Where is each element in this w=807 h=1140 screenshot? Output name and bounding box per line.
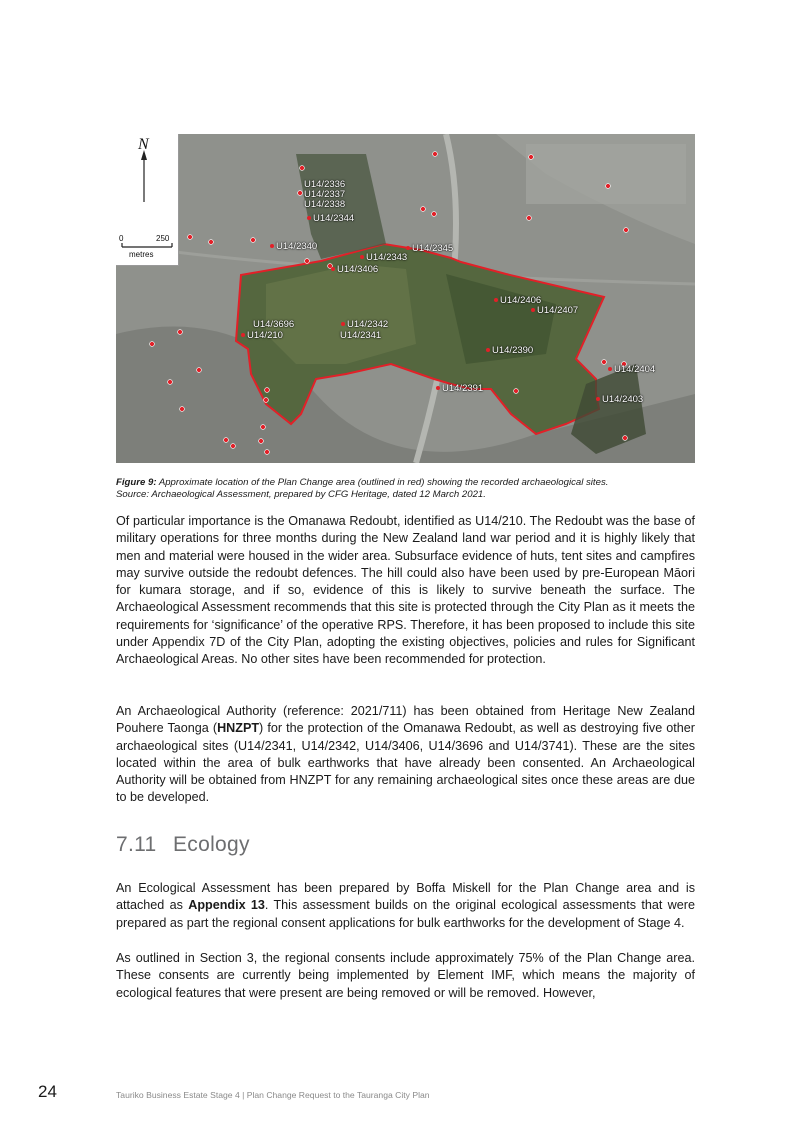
section-title: Ecology bbox=[173, 833, 250, 856]
caption-line-2: Source: Archaeological Assessment, prepared by CFG Heritage, dated 12 March 2021. bbox=[116, 489, 486, 500]
site-label: U14/2404 bbox=[608, 365, 655, 375]
page-number: 24 bbox=[38, 1082, 57, 1101]
scale-start: 0 bbox=[119, 234, 124, 243]
map-legend bbox=[116, 134, 179, 266]
aerial-photo bbox=[116, 134, 695, 463]
footer-text: Tauriko Business Estate Stage 4 | Plan Change Request to the Tauranga City Plan bbox=[116, 1090, 430, 1100]
site-label: U14/210 bbox=[241, 331, 283, 341]
site-label: U14/2406 bbox=[494, 296, 541, 306]
figure-caption bbox=[116, 477, 696, 501]
hnzpt-abbreviation: HNZPT bbox=[217, 721, 260, 736]
site-label: U14/2403 bbox=[596, 395, 643, 405]
site-label: U14/2407 bbox=[531, 306, 578, 316]
site-label: U14/2341 bbox=[340, 330, 382, 341]
paragraph-redoubt: Of particular importance is the Omanawa Redoubt, identified as U14/210. The Redoubt was the base of military operations for three months during the New Zealand land war period and it is highly likely that men and material were housed in the wider area. Subsurface evidence of huts, tent sites and campfires may survive outside the redoubt defences. The hill could also have been used by pre-European Māori for kumara storage, and if so, evidence of this is likely to survive beneath the surface. The Archaeological Assessment recommends that this site is protected through the City Plan as it meets the requirements for ‘significance’ of the operative RPS. Therefore, it has been proposed to include this site under Appendix 7D of the City Plan, adopting the existing objectives, policies and rules for Significant Archaeological Areas. No other sites have been recommended for protection. bbox=[116, 514, 695, 667]
paragraph-ecology bbox=[116, 880, 695, 932]
caption-line-1: Approximate location of the Plan Change area (outlined in red) showing the recorded archaeological sites. bbox=[156, 477, 609, 488]
site-label: U14/2338 bbox=[304, 199, 346, 210]
paragraph-text: An Ecological Assessment has been prepared by Boffa Miskell for the Plan Change area and is attached as bbox=[116, 881, 695, 913]
site-label: U14/2342 bbox=[341, 320, 388, 330]
section-heading bbox=[116, 833, 250, 857]
scale-end: 250 bbox=[156, 234, 170, 243]
site-label: U14/2345 bbox=[406, 244, 453, 254]
paragraph-text: An Archaeological Authority (reference: 2021/711) has been obtained from Heritage New Zealand Pouhere Taonga ( bbox=[116, 704, 695, 736]
section-number: 7.11 bbox=[116, 833, 157, 856]
paragraph-consents: As outlined in Section 3, the regional consents include approximately 75% of the Plan Change area. These consents are currently being implemented by Element IMF, which means the majority of ecological features that were present are being removed or will be removed. However, bbox=[116, 951, 695, 1000]
paragraph-text: ) for the protection of the Omanawa Redoubt, as well as destroying five other archaeological sites (U14/2341, U14/2342, U14/3406, U14/3696 and U14/3741). These are the sites located within the area of bulk earthworks that have already been consented. An Archaeological Authority will be obtained from HNZPT for any remaining archaeological sites once these areas are due to be developed. bbox=[116, 721, 695, 805]
site-label: U14/3696 bbox=[253, 319, 295, 330]
site-label: U14/2391 bbox=[436, 384, 483, 394]
site-label: U14/3406 bbox=[331, 265, 378, 275]
aerial-map-figure bbox=[116, 134, 695, 463]
appendix-reference: Appendix 13 bbox=[188, 898, 265, 913]
scale-unit: metres bbox=[129, 250, 154, 259]
site-label: U14/2390 bbox=[486, 346, 533, 356]
figure-label: Figure 9: bbox=[116, 477, 157, 488]
site-label: U14/2344 bbox=[307, 214, 354, 224]
paragraph-text: . This assessment builds on the original ecological assessments that were prepared as part the regional consent applications for bulk earthworks for the development of Stage 4. bbox=[116, 898, 695, 930]
site-label: U14/2337 bbox=[304, 189, 346, 200]
north-label: N bbox=[138, 136, 149, 153]
site-label: U14/2336 bbox=[304, 179, 346, 190]
paragraph-authority bbox=[116, 703, 695, 807]
site-label: U14/2340 bbox=[270, 242, 317, 252]
site-label: U14/2343 bbox=[360, 253, 407, 263]
